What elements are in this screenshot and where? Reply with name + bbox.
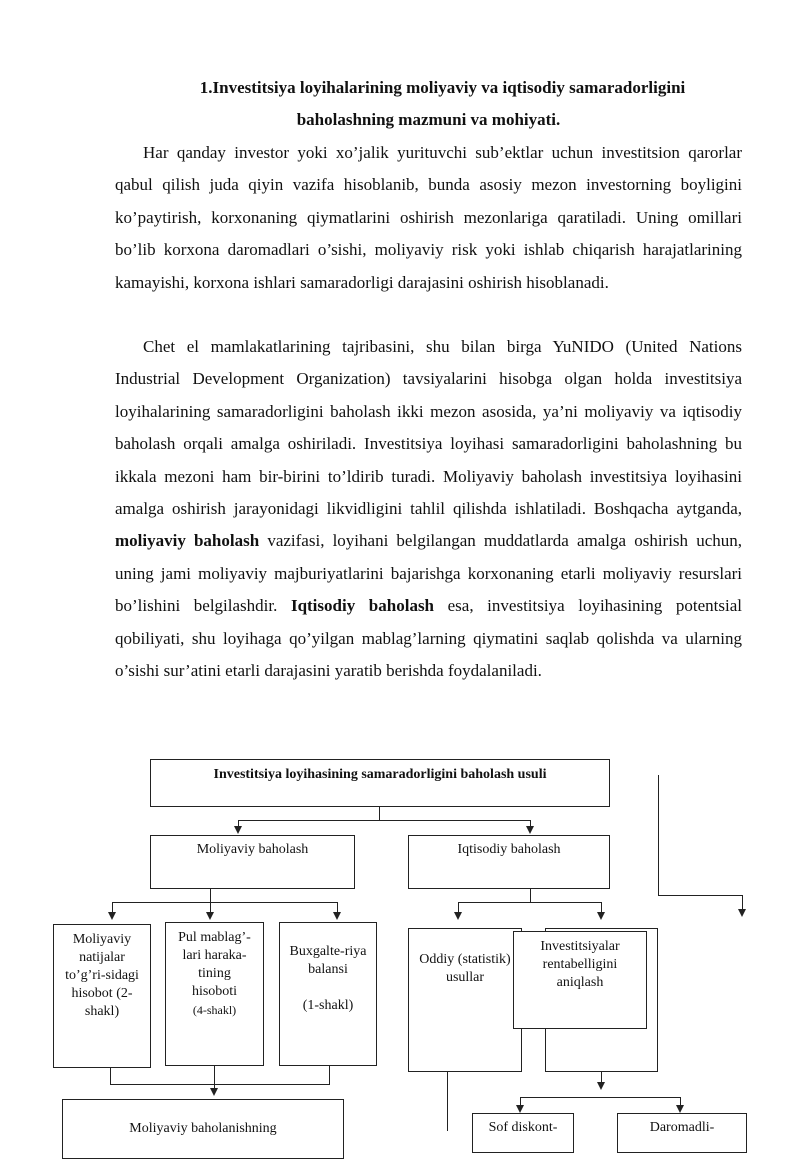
cash-flow-form-label: (4-shakl) [192,1003,237,1017]
economic-evaluation-box [408,835,610,889]
connector [742,895,743,909]
section-title-line-2: baholashning mazmuni va mohiyati. [296,110,561,129]
arrow-head [738,909,746,917]
cash-flow-report-box [165,922,264,1066]
connector [447,1072,448,1131]
arrow-head [234,826,242,834]
connector [210,902,211,912]
arrow-head [597,1082,605,1090]
connector [112,902,338,903]
balance-sheet-box [279,922,377,1066]
connector [601,1072,602,1082]
arrow-head [597,912,605,920]
connector [658,895,743,896]
connector [601,902,602,912]
arrow-head [108,912,116,920]
connector [658,775,659,895]
connector [520,1097,680,1098]
economic-evaluation-label: Iqtisodiy baholash [457,842,561,857]
section-title-line-1: 1.Investitsiya loyihalarining moliyaviy va iqtisodiy samaradorligini [199,78,686,97]
income-box [617,1113,747,1153]
connector [329,1066,330,1084]
financial-results-report-label: Moliyaviy natijalar to’g’ri-sidagi hisobot (2-shakl) [65,932,139,1019]
arrow-head [333,912,341,920]
diagram-root-box [150,759,610,807]
profitability-label: Investitsiyalar rentabelligini aniqlash [540,939,620,990]
financial-results-report-box [53,924,151,1068]
arrow-head [516,1105,524,1113]
connector [112,902,113,912]
arrow-head [206,912,214,920]
paragraph-1: Har qanday investor yoki xo’jalik yurituvchi sub’ektlar uchun investitsion qarorlar qabul qilish juda qiyin vazifa hisoblanib, bunda asosiy mezon investorning boyligini ko’paytirish, korxonaning qiymatlarini oshirish mezonlariga qaratiladi. Uning omillari bo’lib korxona daromadlari o’sishi, moliyaviy risk yoki ishlab chiqarish harajatlarining kamayishi, korxona ishlari samaradorligi darajasini oshirish hisoblanadi. [115,143,742,292]
connector [337,902,338,912]
arrow-head [454,912,462,920]
simple-methods-label: Oddiy (statistik) usullar [419,952,511,985]
connector [458,902,459,912]
paragraph-2-part-1: Chet el mamlakatlarining tajribasini, shu bilan birga YuNIDO (United Nations Industrial Development Organization) tavsiyalarini hisobga olgan holda investitsiya loyihalarining samaradorligini baholash ikki mezon asosida, ya’ni moliyaviy va iqtisodiy baholash orqali amalga oshiriladi. Investitsiya loyihasi samaradorligini baholashning bu ikkala mezoni ham bir-birini to’ldirib turadi. Moliyaviy baholash investitsiya loyihasini amalga oshirish jarayonidagi likvidligini tahlil qilishda ishlatiladi. Boshqacha aytganda, [115,337,742,519]
term-financial-evaluation: moliyaviy baholash [115,531,260,551]
term-economic-evaluation: Iqtisodiy baholash [290,596,435,616]
connector [530,889,531,902]
connector [520,1097,521,1105]
connector [214,1066,215,1088]
connector [110,1068,111,1084]
financial-evaluation-label: Moliyaviy baholash [196,842,309,857]
income-label: Daromadli- [649,1120,715,1135]
simple-methods-box [408,928,522,1072]
connector [238,820,531,821]
financial-evaluation-box [150,835,355,889]
arrow-head [526,826,534,834]
arrow-head [210,1088,218,1096]
balance-sheet-label: Buxgalte-riya balansi [289,944,367,977]
financial-evaluation-summary-box [62,1099,344,1159]
connector [458,902,602,903]
diagram-root-label: Investitsiya loyihasining samaradorligini baholash usuli [213,767,547,782]
financial-evaluation-summary-label: Moliyaviy baholanishning [129,1121,277,1136]
paragraph-2-part-2: vazifasi, loyihani belgilangan muddatlarda amalga oshirish uchun, uning jami moliyaviy majburiyatlarini bajarishga korxonaning etarli moliyaviy resurslari bo’lishini belgilashdir. [115,531,742,616]
connector [379,807,380,820]
connector [680,1097,681,1105]
net-discount-box [472,1113,574,1153]
paragraph-2-part-3: esa, investitsiya loyihasining potentsial qobiliyati, shu loyihaga qo’yilgan mablag’larning qiymatini saqlab qolishda va ularning o’sishi sur’atini etarli darajasini yaratib berishda foydalaniladi. [115,596,742,681]
paragraph-2 [115,331,742,687]
connector [110,1084,330,1085]
net-discount-label: Sof diskont- [488,1120,558,1135]
arrow-head [676,1105,684,1113]
cash-flow-report-label: Pul mablag’-lari haraka-tining hisoboti [178,930,251,999]
profitability-box [513,931,647,1029]
balance-sheet-form-label: (1-shakl) [302,998,354,1013]
connector [210,889,211,902]
